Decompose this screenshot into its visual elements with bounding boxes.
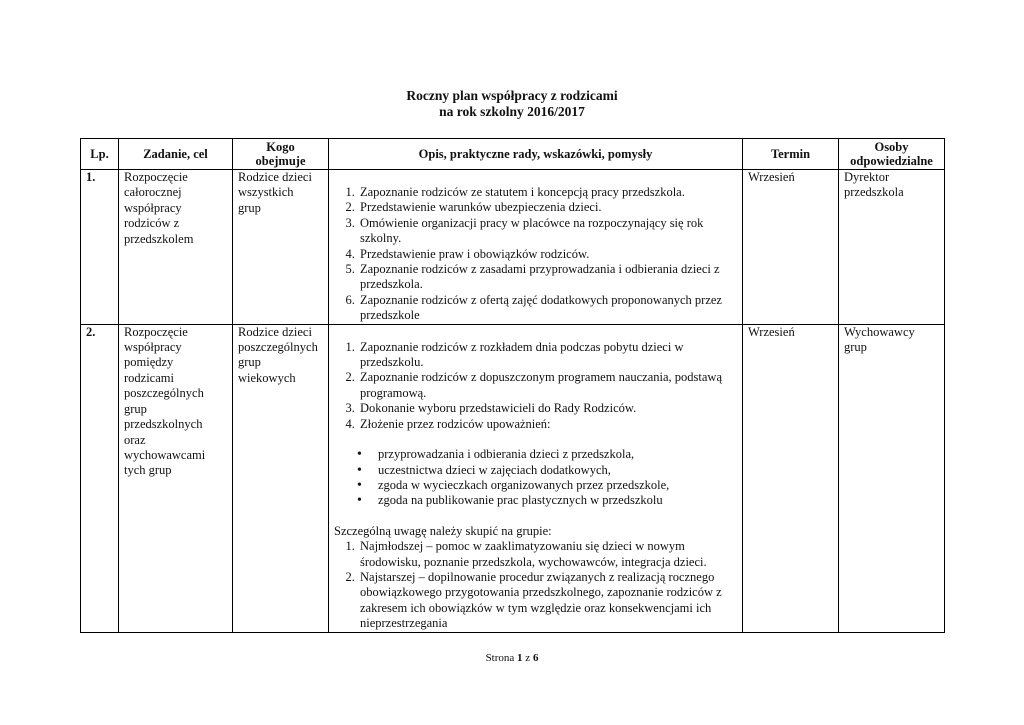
table-row xyxy=(81,170,945,325)
list-item: 2. Przedstawienie warunków ubezpieczenia dzieci. xyxy=(358,200,737,215)
list-item: 2. Zapoznanie rodziców z dopuszczonym programem nauczania, podstawą programową. xyxy=(358,370,737,401)
list-item: 1. Zapoznanie rodziców ze statutem i koncepcją pracy przedszkola. xyxy=(358,185,737,200)
bullet-item: • uczestnictwa dzieci w zajęciach dodatkowych, xyxy=(378,463,737,478)
list-item: 1. Najmłodszej – pomoc w zaaklimatyzowaniu się dzieci w nowym środowisku, poznanie przedszkola, wychowawców, integracja dzieci. xyxy=(358,539,737,570)
audience-line: Rodzice dzieci xyxy=(238,324,312,339)
list-item: 4. Przedstawienie praw i obowiązków rodziców. xyxy=(358,247,737,262)
list-item: 6. Zapoznanie rodziców z ofertą zajęć dodatkowych proponowanych przez przedszkole xyxy=(358,293,737,324)
description-list xyxy=(334,185,737,324)
task-line: całorocznej xyxy=(124,185,182,200)
list-item: 2. Najstarszej – dopilnowanie procedur związanych z realizacją rocznego obowiązkowego przygotowania przedszkolnego, zapoznanie rodziców z zakresem ich obowiązków w tym względzie oraz konsekwencjami ich nieprzestrzegania xyxy=(358,570,737,632)
audience-line: poszczególnych xyxy=(238,340,318,355)
list-item: 5. Zapoznanie rodziców z zasadami przyprowadzania i odbierania dzieci z przedszkola. xyxy=(358,262,737,293)
task-line: oraz xyxy=(124,432,146,447)
term-cell: Wrzesień xyxy=(743,170,839,325)
term-cell: Wrzesień xyxy=(743,324,839,632)
responsible-cell xyxy=(839,324,945,632)
description-list xyxy=(334,340,737,432)
header-osoby xyxy=(839,139,945,170)
header-termin: Termin xyxy=(743,139,839,170)
task-line: rodziców z xyxy=(124,216,180,231)
list-item: 3. Dokonanie wyboru przedstawicieli do Rady Rodziców. xyxy=(358,401,737,416)
group-list xyxy=(334,539,737,631)
bullet-item: • zgoda w wycieczkach organizowanych przez przedszkole, xyxy=(378,478,737,493)
task-cell xyxy=(119,170,233,325)
focus-note: Szczególną uwagę należy skupić na grupie: xyxy=(334,523,552,538)
footer-page-number: 1 xyxy=(517,652,523,664)
task-line: wychowawcami xyxy=(124,447,206,462)
list-item: 3. Omówienie organizacji pracy w placówce na rozpoczynający się rok szkolny. xyxy=(358,216,737,247)
authorization-bullets xyxy=(334,447,737,509)
header-osoby-line1: Osoby xyxy=(874,139,909,154)
task-line: grup xyxy=(124,401,147,416)
title-line-1: Roczny plan współpracy z rodzicami xyxy=(406,88,618,103)
footer-separator: z xyxy=(525,652,531,664)
header-osoby-line2: odpowiedzialne xyxy=(850,154,933,168)
description-cell xyxy=(329,324,743,632)
responsible-cell xyxy=(839,170,945,325)
list-item: 1. Zapoznanie rodziców z rozkładem dnia podczas pobytu dzieci w przedszkolu. xyxy=(358,340,737,371)
footer-page-total: 6 xyxy=(532,652,539,664)
header-kogo-line2: obejmuje xyxy=(255,154,306,168)
plan-table xyxy=(80,138,945,633)
table-header-row xyxy=(81,139,945,170)
header-kogo-line1: Kogo xyxy=(266,139,295,154)
table-row xyxy=(81,324,945,632)
task-line: poszczególnych xyxy=(124,386,204,401)
header-opis: Opis, praktyczne rady, wskazówki, pomysły xyxy=(329,139,743,170)
document-title xyxy=(0,88,1024,120)
task-line: Rozpoczęcie xyxy=(124,170,188,184)
audience-cell xyxy=(233,324,329,632)
header-zadanie: Zadanie, cel xyxy=(119,139,233,170)
audience-line: grup xyxy=(238,200,261,215)
task-line: pomiędzy xyxy=(124,355,174,370)
responsible-line: przedszkola xyxy=(844,185,904,200)
task-line: współpracy xyxy=(124,200,182,215)
responsible-line: Wychowawcy xyxy=(844,324,915,339)
bullet-item: • zgoda na publikowanie prac plastycznych w przedszkolu xyxy=(378,493,737,508)
description-cell xyxy=(329,170,743,325)
task-line: przedszkolem xyxy=(124,231,194,246)
task-line: Rozpoczęcie xyxy=(124,324,188,339)
task-line: współpracy xyxy=(124,340,182,355)
audience-line: Rodzice dzieci xyxy=(238,170,312,184)
bullet-item: • przyprowadzania i odbierania dzieci z przedszkola, xyxy=(378,447,737,462)
responsible-line: Dyrektor xyxy=(844,170,890,184)
row-number: 1. xyxy=(81,170,119,325)
title-line-2: na rok szkolny 2016/2017 xyxy=(439,104,585,119)
audience-cell xyxy=(233,170,329,325)
header-lp: Lp. xyxy=(81,139,119,170)
task-line: rodzicami xyxy=(124,370,174,385)
task-line: tych grup xyxy=(124,463,172,478)
page-footer xyxy=(0,652,1024,664)
list-item: 4. Złożenie przez rodziców upoważnień: xyxy=(358,417,737,432)
responsible-line: grup xyxy=(844,340,867,355)
task-cell xyxy=(119,324,233,632)
audience-line: grup xyxy=(238,355,261,370)
row-number: 2. xyxy=(81,324,119,632)
audience-line: wszystkich xyxy=(238,185,294,200)
task-line: przedszkolnych xyxy=(124,417,203,432)
header-kogo xyxy=(233,139,329,170)
footer-prefix: Strona xyxy=(485,652,515,664)
audience-line: wiekowych xyxy=(238,370,296,385)
